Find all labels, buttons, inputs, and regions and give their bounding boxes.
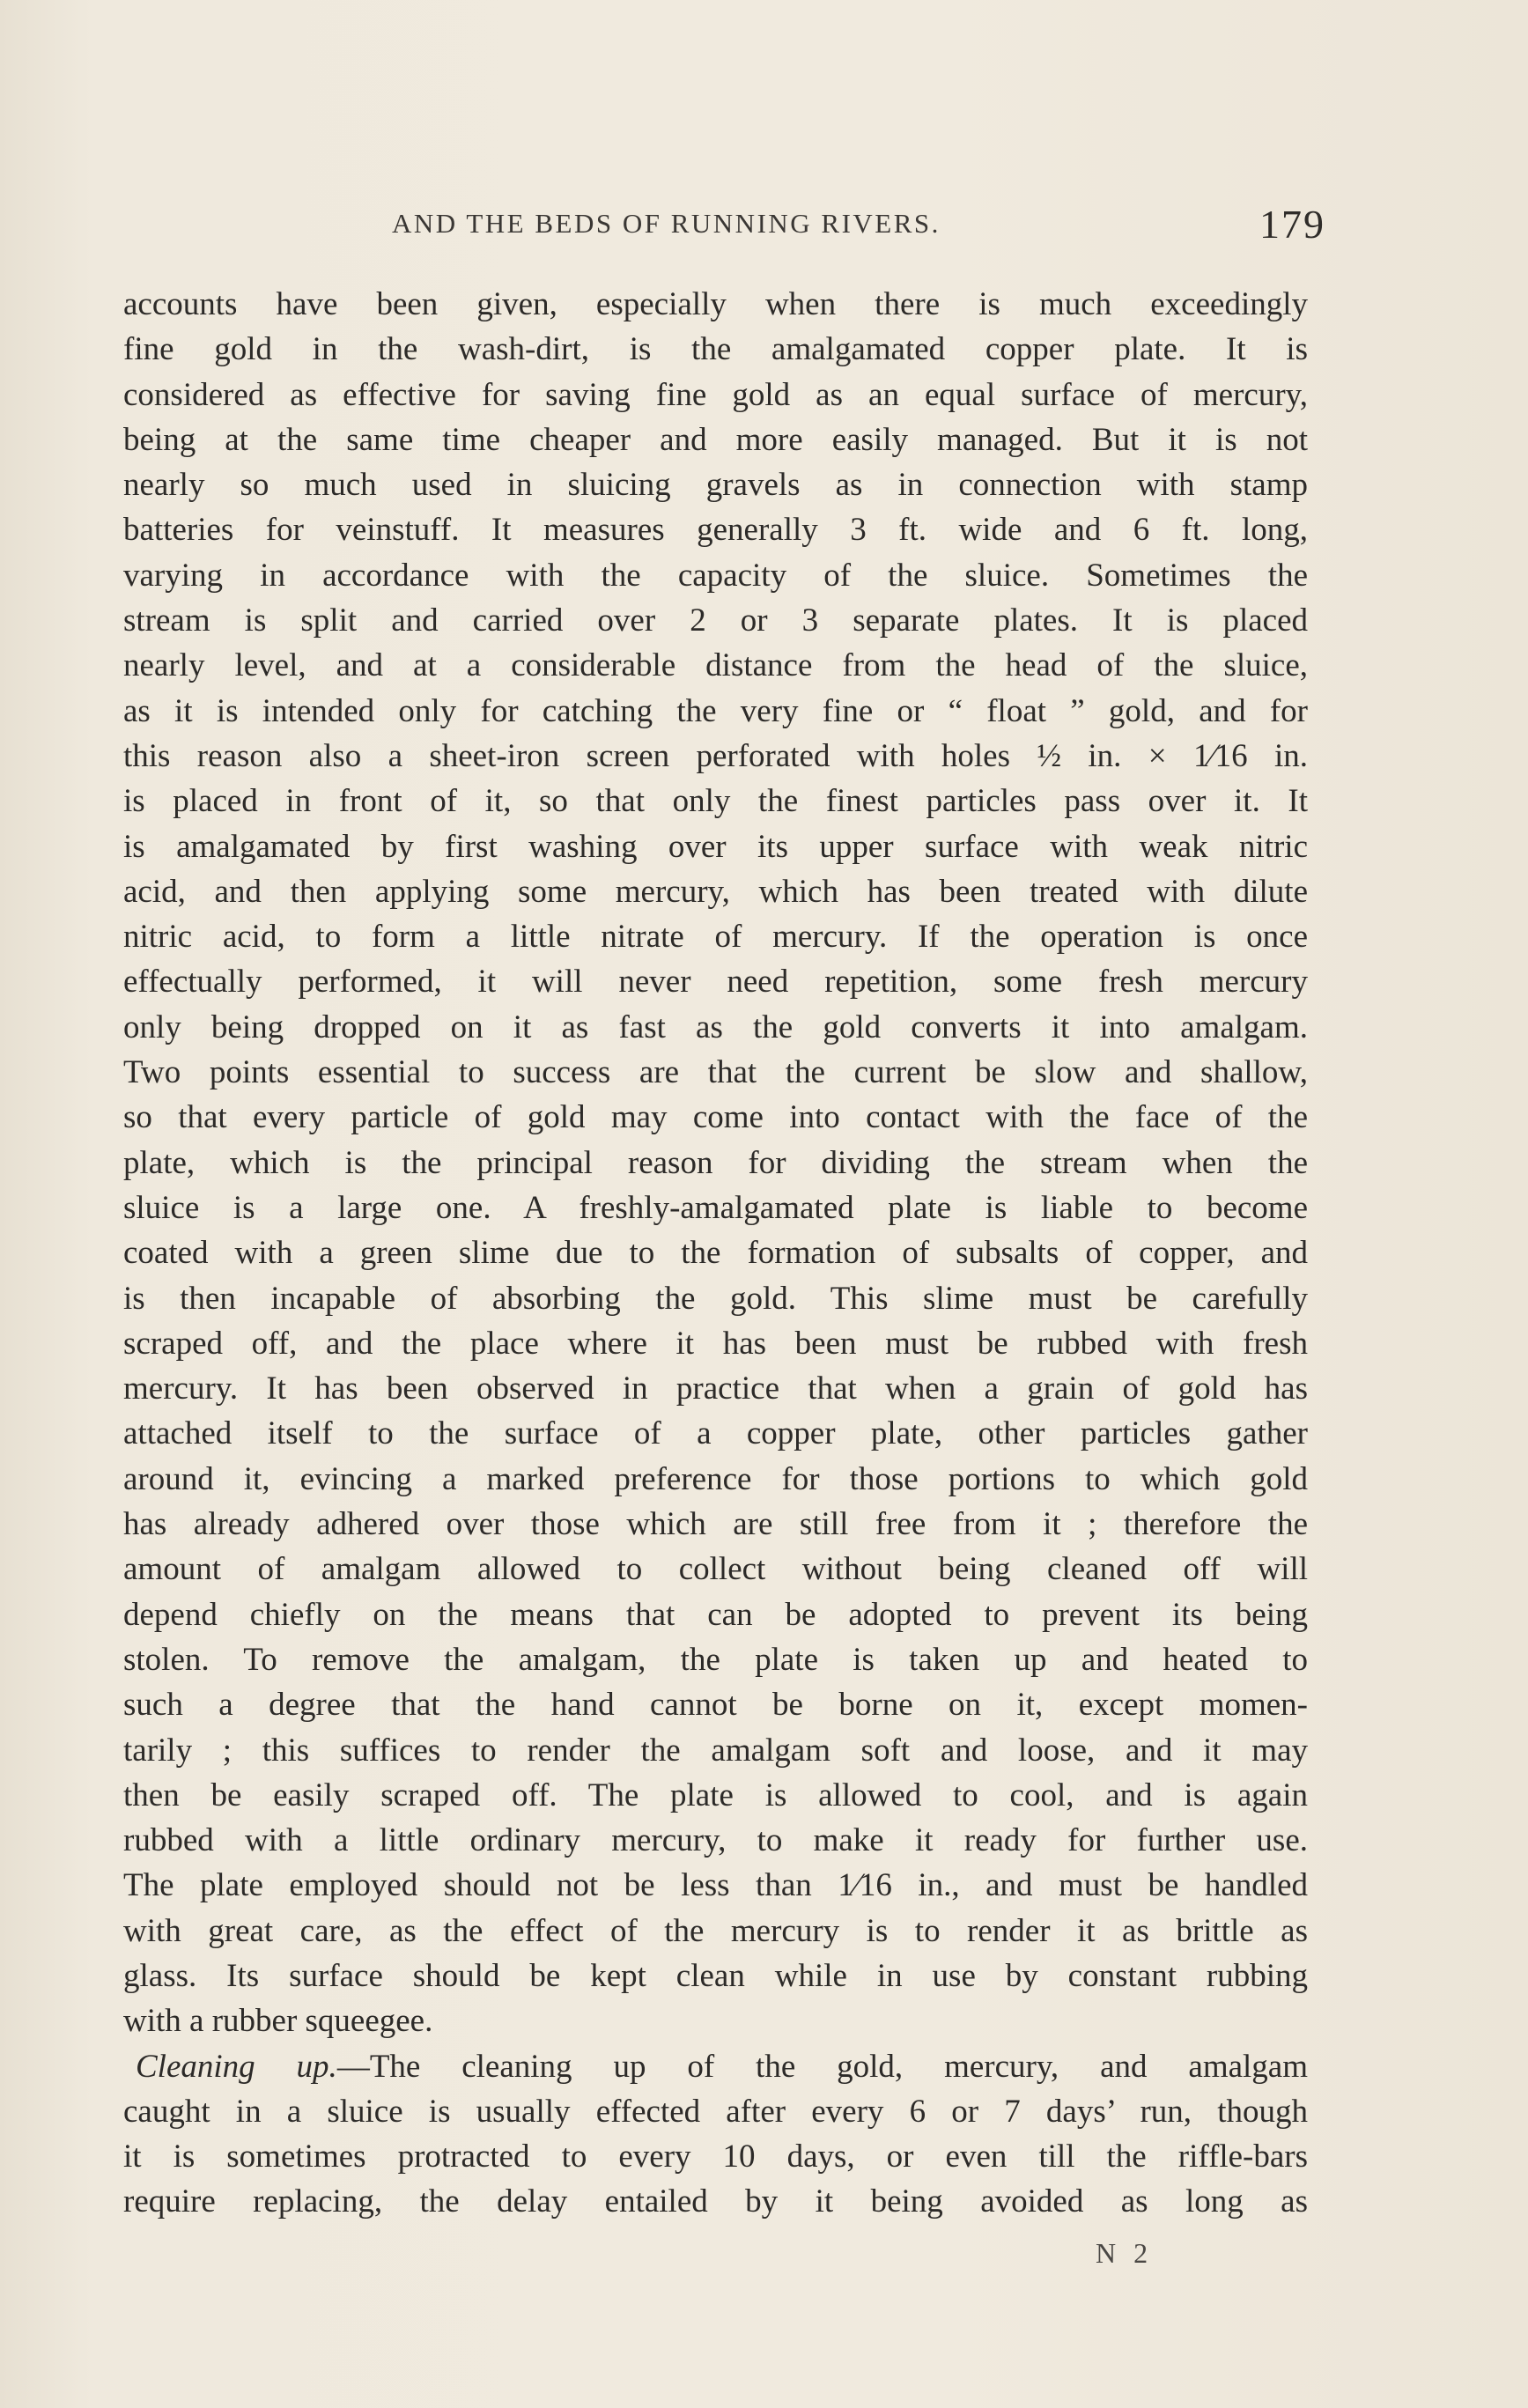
text-line: accounts have been given, especially when there is much exceedingly xyxy=(123,286,1308,322)
text-line: nearly so much used in sluicing gravels as in connection with stamp xyxy=(123,467,1308,504)
text-line: this reason also a sheet-iron screen perforated with holes ½ in. × 1⁄16 in. xyxy=(123,737,1308,774)
text-line: effectually performed, it will never need repetition, some fresh mercury xyxy=(123,964,1308,1001)
text-line: caught in a sluice is usually effected after every 6 or 7 days’ run, though xyxy=(123,2093,1308,2130)
text-line: rubbed with a little ordinary mercury, to make it ready for further use. xyxy=(123,1822,1308,1859)
text-line: stream is split and carried over 2 or 3 separate plates. It is placed xyxy=(123,602,1308,639)
text-line: require replacing, the delay entailed by it being avoided as long as xyxy=(123,2183,1308,2220)
text-line: nearly level, and at a considerable distance from the head of the sluice, xyxy=(123,647,1308,684)
text-line: such a degree that the hand cannot be borne on it, except momen- xyxy=(123,1687,1308,1724)
paragraph-first-line-text: —The cleaning up of the gold, mercury, and amalgam xyxy=(336,2048,1308,2085)
paragraph-first-line xyxy=(123,2044,1308,2089)
text-line: has already adhered over those which are still free from it ; therefore the xyxy=(123,1506,1308,1543)
body-text xyxy=(123,282,1308,2225)
text-line: as it is intended only for catching the very fine or “ float ” gold, and for xyxy=(123,692,1308,729)
text-line: Two points essential to success are that the current be slow and shallow, xyxy=(123,1054,1308,1091)
text-line: mercury. It has been observed in practice that when a grain of gold has xyxy=(123,1370,1308,1407)
text-line: nitric acid, to form a little nitrate of mercury. If the operation is once xyxy=(123,919,1308,956)
text-line: varying in accordance with the capacity of the sluice. Sometimes the xyxy=(123,557,1308,594)
text-line: plate, which is the principal reason for dividing the stream when the xyxy=(123,1144,1308,1181)
running-head: AND THE BEDS OF RUNNING RIVERS. xyxy=(392,208,941,239)
text-line: tarily ; this suffices to render the amalgam soft and loose, and it may xyxy=(123,1732,1308,1769)
text-line: glass. Its surface should be kept clean while in use by constant rubbing xyxy=(123,1957,1308,1994)
text-line: it is sometimes protracted to every 10 days, or even till the riffle-bars xyxy=(123,2138,1308,2175)
text-line: sluice is a large one. A freshly-amalgamated plate is liable to become xyxy=(123,1189,1308,1226)
text-line: amount of amalgam allowed to collect without being cleaned off will xyxy=(123,1551,1308,1588)
text-line: then be easily scraped off. The plate is allowed to cool, and is again xyxy=(123,1776,1308,1813)
text-line: depend chiefly on the means that can be adopted to prevent its being xyxy=(123,1596,1308,1633)
text-line: acid, and then applying some mercury, which has been treated with dilute xyxy=(123,873,1308,910)
text-line: scraped off, and the place where it has been must be rubbed with fresh xyxy=(123,1325,1308,1362)
text-line: with a rubber squeegee. xyxy=(123,2003,433,2040)
text-line: batteries for veinstuff. It measures generally 3 ft. wide and 6 ft. long, xyxy=(123,512,1308,549)
page-header xyxy=(392,201,1325,254)
text-line: attached itself to the surface of a copper plate, other particles gather xyxy=(123,1415,1308,1452)
text-line: fine gold in the wash-dirt, is the amalgamated copper plate. It is xyxy=(123,331,1308,368)
text-line: is amalgamated by first washing over its upper surface with weak nitric xyxy=(123,828,1308,865)
text-line: is placed in front of it, so that only the finest particles pass over it. It xyxy=(123,783,1308,820)
italic-run-in-heading: Cleaning up. xyxy=(136,2048,337,2085)
text-line: only being dropped on it as fast as the gold converts it into amalgam. xyxy=(123,1008,1308,1045)
text-line: being at the same time cheaper and more easily managed. But it is not xyxy=(123,421,1308,458)
page-number: 179 xyxy=(1259,202,1325,247)
text-line: stolen. To remove the amalgam, the plate is taken up and heated to xyxy=(123,1641,1308,1678)
text-line: so that every particle of gold may come into contact with the face of the xyxy=(123,1099,1308,1136)
text-line: with great care, as the effect of the mercury is to render it as brittle as xyxy=(123,1912,1308,1949)
text-line: considered as effective for saving fine gold as an equal surface of mercury, xyxy=(123,376,1308,413)
text-line: around it, evincing a marked preference for those portions to which gold xyxy=(123,1460,1308,1497)
text-line: is then incapable of absorbing the gold. This slime must be carefully xyxy=(123,1280,1308,1317)
text-line: The plate employed should not be less than 1⁄16 in., and must be handled xyxy=(123,1867,1308,1904)
signature-mark: N 2 xyxy=(1096,2237,1154,2269)
text-line: coated with a green slime due to the formation of subsalts of copper, and xyxy=(123,1235,1308,1272)
